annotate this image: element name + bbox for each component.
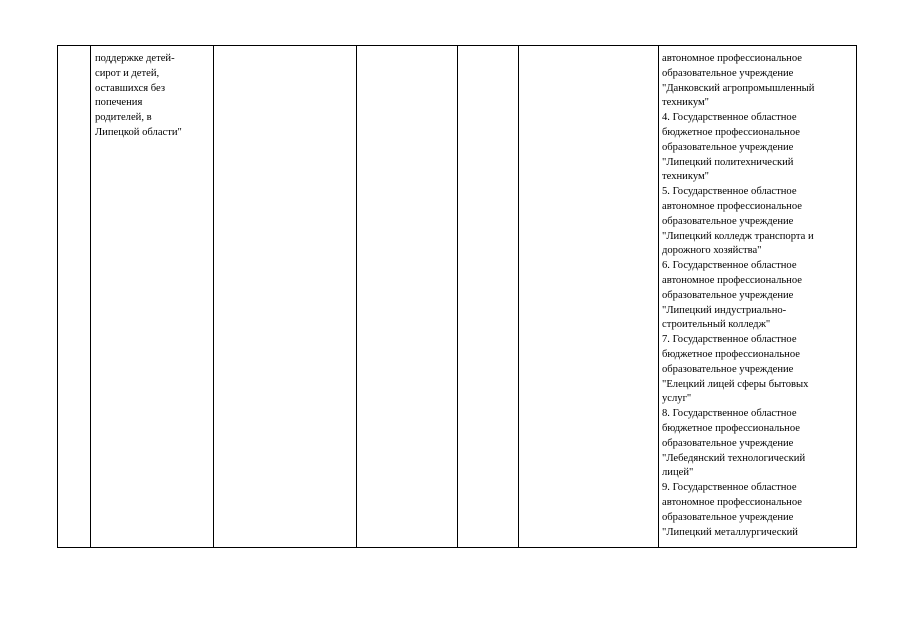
institution-line: автономное профессиональное <box>662 496 802 508</box>
institution-line: 5. Государственное областное <box>662 186 797 198</box>
cell-empty-5 <box>458 46 519 548</box>
institution-line: "Липецкий колледж транспорта и <box>662 230 814 242</box>
table-row <box>58 46 857 548</box>
institution-line: бюджетное профессиональное <box>662 126 800 138</box>
institution-line: "Лебедянский технологический <box>662 452 806 464</box>
institution-line: автономное профессиональное <box>662 274 802 286</box>
institution-line: "Липецкий политехнический <box>662 156 794 168</box>
cell-empty-6 <box>519 46 659 548</box>
institution-line: образовательное учреждение <box>662 215 794 227</box>
cell-program-name <box>91 46 214 548</box>
cell-empty-4 <box>357 46 458 548</box>
institution-line: образовательное учреждение <box>662 437 794 449</box>
institution-line: 7. Государственное областное <box>662 334 797 346</box>
institution-line: образовательное учреждение <box>662 511 794 523</box>
institution-line: 6. Государственное областное <box>662 260 797 272</box>
institution-line: автономное профессиональное <box>662 53 802 64</box>
institution-line: образовательное учреждение <box>662 141 794 153</box>
institution-line: "Елецкий лицей сферы бытовых <box>662 378 809 390</box>
institution-line: дорожного хозяйства" <box>662 245 762 257</box>
institution-line: лицей" <box>662 467 694 479</box>
institution-line: "Липецкий металлургический <box>662 526 798 538</box>
document-table <box>57 45 857 548</box>
institution-line: услуг" <box>662 393 692 405</box>
institution-line: строительный колледж" <box>662 319 771 331</box>
institution-line: 9. Государственное областное <box>662 482 797 494</box>
institution-line: бюджетное профессиональное <box>662 422 800 434</box>
cell-institutions <box>659 46 857 548</box>
institution-line: автономное профессиональное <box>662 200 802 212</box>
institution-line: 8. Государственное областное <box>662 408 797 420</box>
program-name-text: поддержке детей- сирот и детей, оставшихся без попечения родителей, в Липецкой области" <box>95 53 182 138</box>
institution-line: образовательное учреждение <box>662 363 794 375</box>
cell-number <box>58 46 91 548</box>
institution-line: техникум" <box>662 171 710 183</box>
institution-line: образовательное учреждение <box>662 289 794 301</box>
institution-line: образовательное учреждение <box>662 67 794 79</box>
institution-line: 4. Государственное областное <box>662 112 797 124</box>
institutions-list <box>659 46 856 540</box>
institution-line: "Липецкий индустриально- <box>662 304 787 316</box>
institution-line: бюджетное профессиональное <box>662 348 800 360</box>
cell-empty-3 <box>214 46 357 548</box>
institution-line: "Данковский агропромышленный <box>662 82 815 94</box>
institution-line: техникум" <box>662 97 710 109</box>
